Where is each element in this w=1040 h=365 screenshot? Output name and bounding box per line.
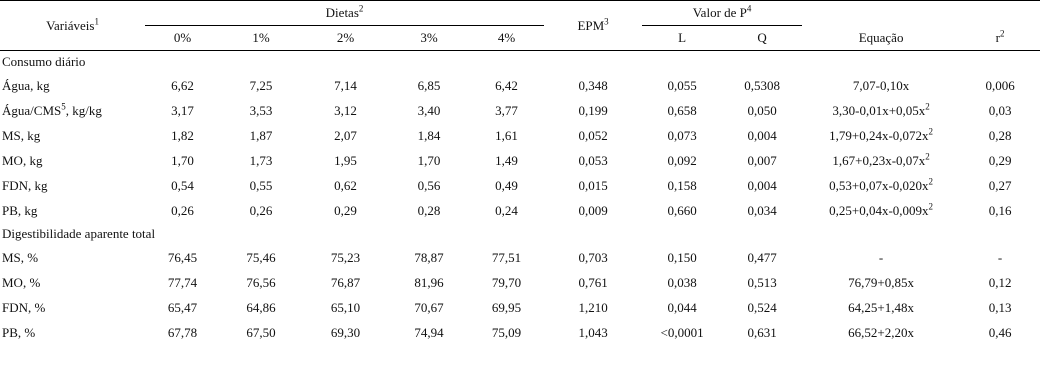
value-cell-epm: 0,015 bbox=[578, 177, 608, 193]
variable-cell: MO, % bbox=[2, 274, 41, 290]
value-cell-l: 0,158 bbox=[667, 177, 697, 193]
value-cell-d0: 67,78 bbox=[167, 324, 198, 340]
header-diet-0: 0% bbox=[145, 26, 220, 51]
equation-cell: 66,52+2,20x bbox=[848, 324, 914, 340]
value-cell-q: 0,631 bbox=[747, 324, 777, 340]
value-cell-d4: 0,24 bbox=[495, 202, 518, 218]
equation-cell: $0,25+0,04x-0,009x^2$ bbox=[829, 201, 934, 218]
value-cell-d1: 0,55 bbox=[249, 177, 273, 193]
value-cell-d2: 0,29 bbox=[334, 202, 357, 218]
value-cell-epm: 0,053 bbox=[578, 152, 608, 168]
equation-cell: $1,79+0,24x-0,072x^2$ bbox=[829, 126, 934, 143]
value-cell-epm: 0,009 bbox=[578, 202, 608, 218]
value-cell-d4: 77,51 bbox=[491, 249, 522, 265]
variable-cell: PB, % bbox=[2, 324, 36, 340]
value-cell-epm: 0,348 bbox=[578, 77, 608, 93]
value-cell-d2: 69,30 bbox=[330, 324, 361, 340]
value-cell-d1: 67,50 bbox=[246, 324, 276, 340]
value-cell-d3: 1,70 bbox=[417, 152, 441, 168]
r2-cell: 0,27 bbox=[988, 177, 1012, 193]
table-row bbox=[0, 270, 1040, 295]
value-cell-d3: 81,96 bbox=[414, 274, 444, 290]
value-cell-l: 0,150 bbox=[667, 249, 697, 265]
header-pvalue-q: Q bbox=[722, 26, 802, 51]
equation-cell: - bbox=[878, 249, 884, 265]
section-title: Digestibilidade aparente total bbox=[2, 226, 156, 241]
value-cell-d4: 1,61 bbox=[495, 127, 518, 143]
equation-cell: $1,67+0,23x-0,07x^2$ bbox=[832, 151, 930, 168]
value-cell-d3: 70,67 bbox=[414, 299, 444, 315]
table-row bbox=[0, 173, 1040, 198]
equation-cell: 64,25+1,48x bbox=[848, 299, 914, 315]
value-cell-epm: 0,199 bbox=[578, 102, 608, 118]
table-row bbox=[0, 123, 1040, 148]
value-cell-d3: 3,40 bbox=[417, 102, 441, 118]
header-pvalue-l: L bbox=[642, 26, 722, 51]
variable-cell: MS, % bbox=[2, 249, 39, 265]
value-cell-d4: 79,70 bbox=[491, 274, 522, 290]
table-row bbox=[0, 73, 1040, 98]
value-cell-d4: 0,49 bbox=[495, 177, 518, 193]
value-cell-d4: 1,49 bbox=[495, 152, 518, 168]
value-cell-d0: 0,26 bbox=[171, 202, 194, 218]
r2-cell: 0,46 bbox=[988, 324, 1012, 340]
r2-cell: 0,13 bbox=[988, 299, 1012, 315]
value-cell-d3: 1,84 bbox=[417, 127, 441, 143]
value-cell-q: 0,477 bbox=[747, 249, 777, 265]
r2-cell: 0,29 bbox=[988, 152, 1012, 168]
table-row bbox=[0, 148, 1040, 173]
table-row bbox=[0, 245, 1040, 270]
table-row bbox=[0, 295, 1040, 320]
value-cell-d1: 1,87 bbox=[249, 127, 273, 143]
value-cell-d4: 75,09 bbox=[491, 324, 522, 340]
table-body bbox=[0, 51, 1040, 346]
r2-cell: - bbox=[997, 249, 1003, 265]
value-cell-l: 0,658 bbox=[667, 102, 697, 118]
value-cell-d1: 7,25 bbox=[249, 77, 273, 93]
value-cell-d1: 3,53 bbox=[249, 102, 273, 118]
value-cell-d1: 0,26 bbox=[249, 202, 273, 218]
value-cell-q: 0,004 bbox=[747, 127, 777, 143]
value-cell-epm: 1,210 bbox=[578, 299, 608, 315]
r2-cell: 0,28 bbox=[988, 127, 1012, 143]
value-cell-d4: 69,95 bbox=[491, 299, 522, 315]
value-cell-d3: 78,87 bbox=[414, 249, 444, 265]
r2-cell: 0,006 bbox=[985, 77, 1015, 93]
value-cell-d2: 76,87 bbox=[330, 274, 361, 290]
variable-cell: PB, kg bbox=[2, 202, 38, 218]
value-cell-l: 0,092 bbox=[667, 152, 697, 168]
r2-cell: 0,12 bbox=[988, 274, 1012, 290]
header-epm: EPM$^3$ bbox=[544, 1, 642, 51]
value-cell-d1: 1,73 bbox=[249, 152, 273, 168]
value-cell-d3: 0,56 bbox=[417, 177, 441, 193]
value-cell-d1: 64,86 bbox=[246, 299, 276, 315]
value-cell-l: <0,0001 bbox=[660, 324, 704, 340]
value-cell-epm: 0,052 bbox=[578, 127, 608, 143]
equation-cell: 7,07-0,10x bbox=[852, 77, 910, 93]
value-cell-d0: 1,82 bbox=[171, 127, 194, 143]
header-r2: $r^2$ bbox=[960, 1, 1040, 51]
value-cell-l: 0,660 bbox=[667, 202, 697, 218]
header-diets: Dietas$^2$ bbox=[145, 1, 544, 26]
value-cell-d2: 1,95 bbox=[334, 152, 357, 168]
value-cell-d4: 6,42 bbox=[495, 77, 518, 93]
header-variables: Variáveis$^1$ bbox=[0, 1, 145, 51]
value-cell-d0: 77,74 bbox=[167, 274, 198, 290]
value-cell-d1: 76,56 bbox=[246, 274, 276, 290]
header-diet-3: 3% bbox=[389, 26, 469, 51]
table-row bbox=[0, 320, 1040, 345]
value-cell-l: 0,055 bbox=[667, 77, 697, 93]
table-row bbox=[0, 198, 1040, 223]
equation-cell: $3,30-0,01x+0,05x^2$ bbox=[832, 101, 930, 118]
value-cell-d3: 74,94 bbox=[414, 324, 444, 340]
value-cell-l: 0,044 bbox=[667, 299, 697, 315]
section-row bbox=[0, 223, 1040, 245]
value-cell-q: 0,034 bbox=[747, 202, 777, 218]
table-row bbox=[0, 98, 1040, 123]
value-cell-d0: 65,47 bbox=[167, 299, 198, 315]
value-cell-d4: 3,77 bbox=[495, 102, 518, 118]
value-cell-d3: 0,28 bbox=[417, 202, 441, 218]
value-cell-d2: 75,23 bbox=[330, 249, 361, 265]
variable-cell: Água/CMS$^5$, kg/kg bbox=[2, 101, 102, 118]
value-cell-q: 0,004 bbox=[747, 177, 777, 193]
header-diet-4: 4% bbox=[469, 26, 544, 51]
value-cell-d0: 1,70 bbox=[171, 152, 194, 168]
variable-cell: MO, kg bbox=[2, 152, 43, 168]
value-cell-d2: 65,10 bbox=[330, 299, 361, 315]
value-cell-epm: 1,043 bbox=[578, 324, 608, 340]
value-cell-d2: 7,14 bbox=[334, 77, 357, 93]
value-cell-q: 0,007 bbox=[747, 152, 777, 168]
header-diet-1: 1% bbox=[220, 26, 302, 51]
value-cell-d3: 6,85 bbox=[417, 77, 441, 93]
value-cell-d2: 3,12 bbox=[334, 102, 357, 118]
value-cell-d2: 0,62 bbox=[334, 177, 357, 193]
value-cell-epm: 0,703 bbox=[578, 249, 608, 265]
value-cell-q: 0,524 bbox=[747, 299, 777, 315]
equation-cell: $0,53+0,07x-0,020x^2$ bbox=[829, 176, 934, 193]
value-cell-l: 0,038 bbox=[667, 274, 697, 290]
variable-cell: FDN, kg bbox=[2, 177, 48, 193]
header-diet-2: 2% bbox=[302, 26, 389, 51]
value-cell-q: 0,5308 bbox=[744, 77, 780, 93]
value-cell-d0: 0,54 bbox=[171, 177, 194, 193]
header-equation: Equação bbox=[802, 1, 960, 51]
variable-cell: FDN, % bbox=[2, 299, 46, 315]
value-cell-epm: 0,761 bbox=[578, 274, 608, 290]
value-cell-q: 0,513 bbox=[747, 274, 777, 290]
section-title: Consumo diário bbox=[2, 54, 86, 69]
variable-cell: Água, kg bbox=[2, 77, 50, 93]
section-row bbox=[0, 51, 1040, 74]
value-cell-d0: 6,62 bbox=[171, 77, 194, 93]
value-cell-q: 0,050 bbox=[747, 102, 777, 118]
value-cell-d1: 75,46 bbox=[246, 249, 276, 265]
variable-cell: MS, kg bbox=[2, 127, 41, 143]
r2-cell: 0,16 bbox=[988, 202, 1012, 218]
value-cell-l: 0,073 bbox=[667, 127, 697, 143]
value-cell-d2: 2,07 bbox=[334, 127, 357, 143]
header-pvalue: Valor de $P^4$ bbox=[642, 1, 802, 26]
value-cell-d0: 3,17 bbox=[171, 102, 194, 118]
equation-cell: 76,79+0,85x bbox=[848, 274, 914, 290]
value-cell-d0: 76,45 bbox=[167, 249, 198, 265]
r2-cell: 0,03 bbox=[988, 102, 1012, 118]
